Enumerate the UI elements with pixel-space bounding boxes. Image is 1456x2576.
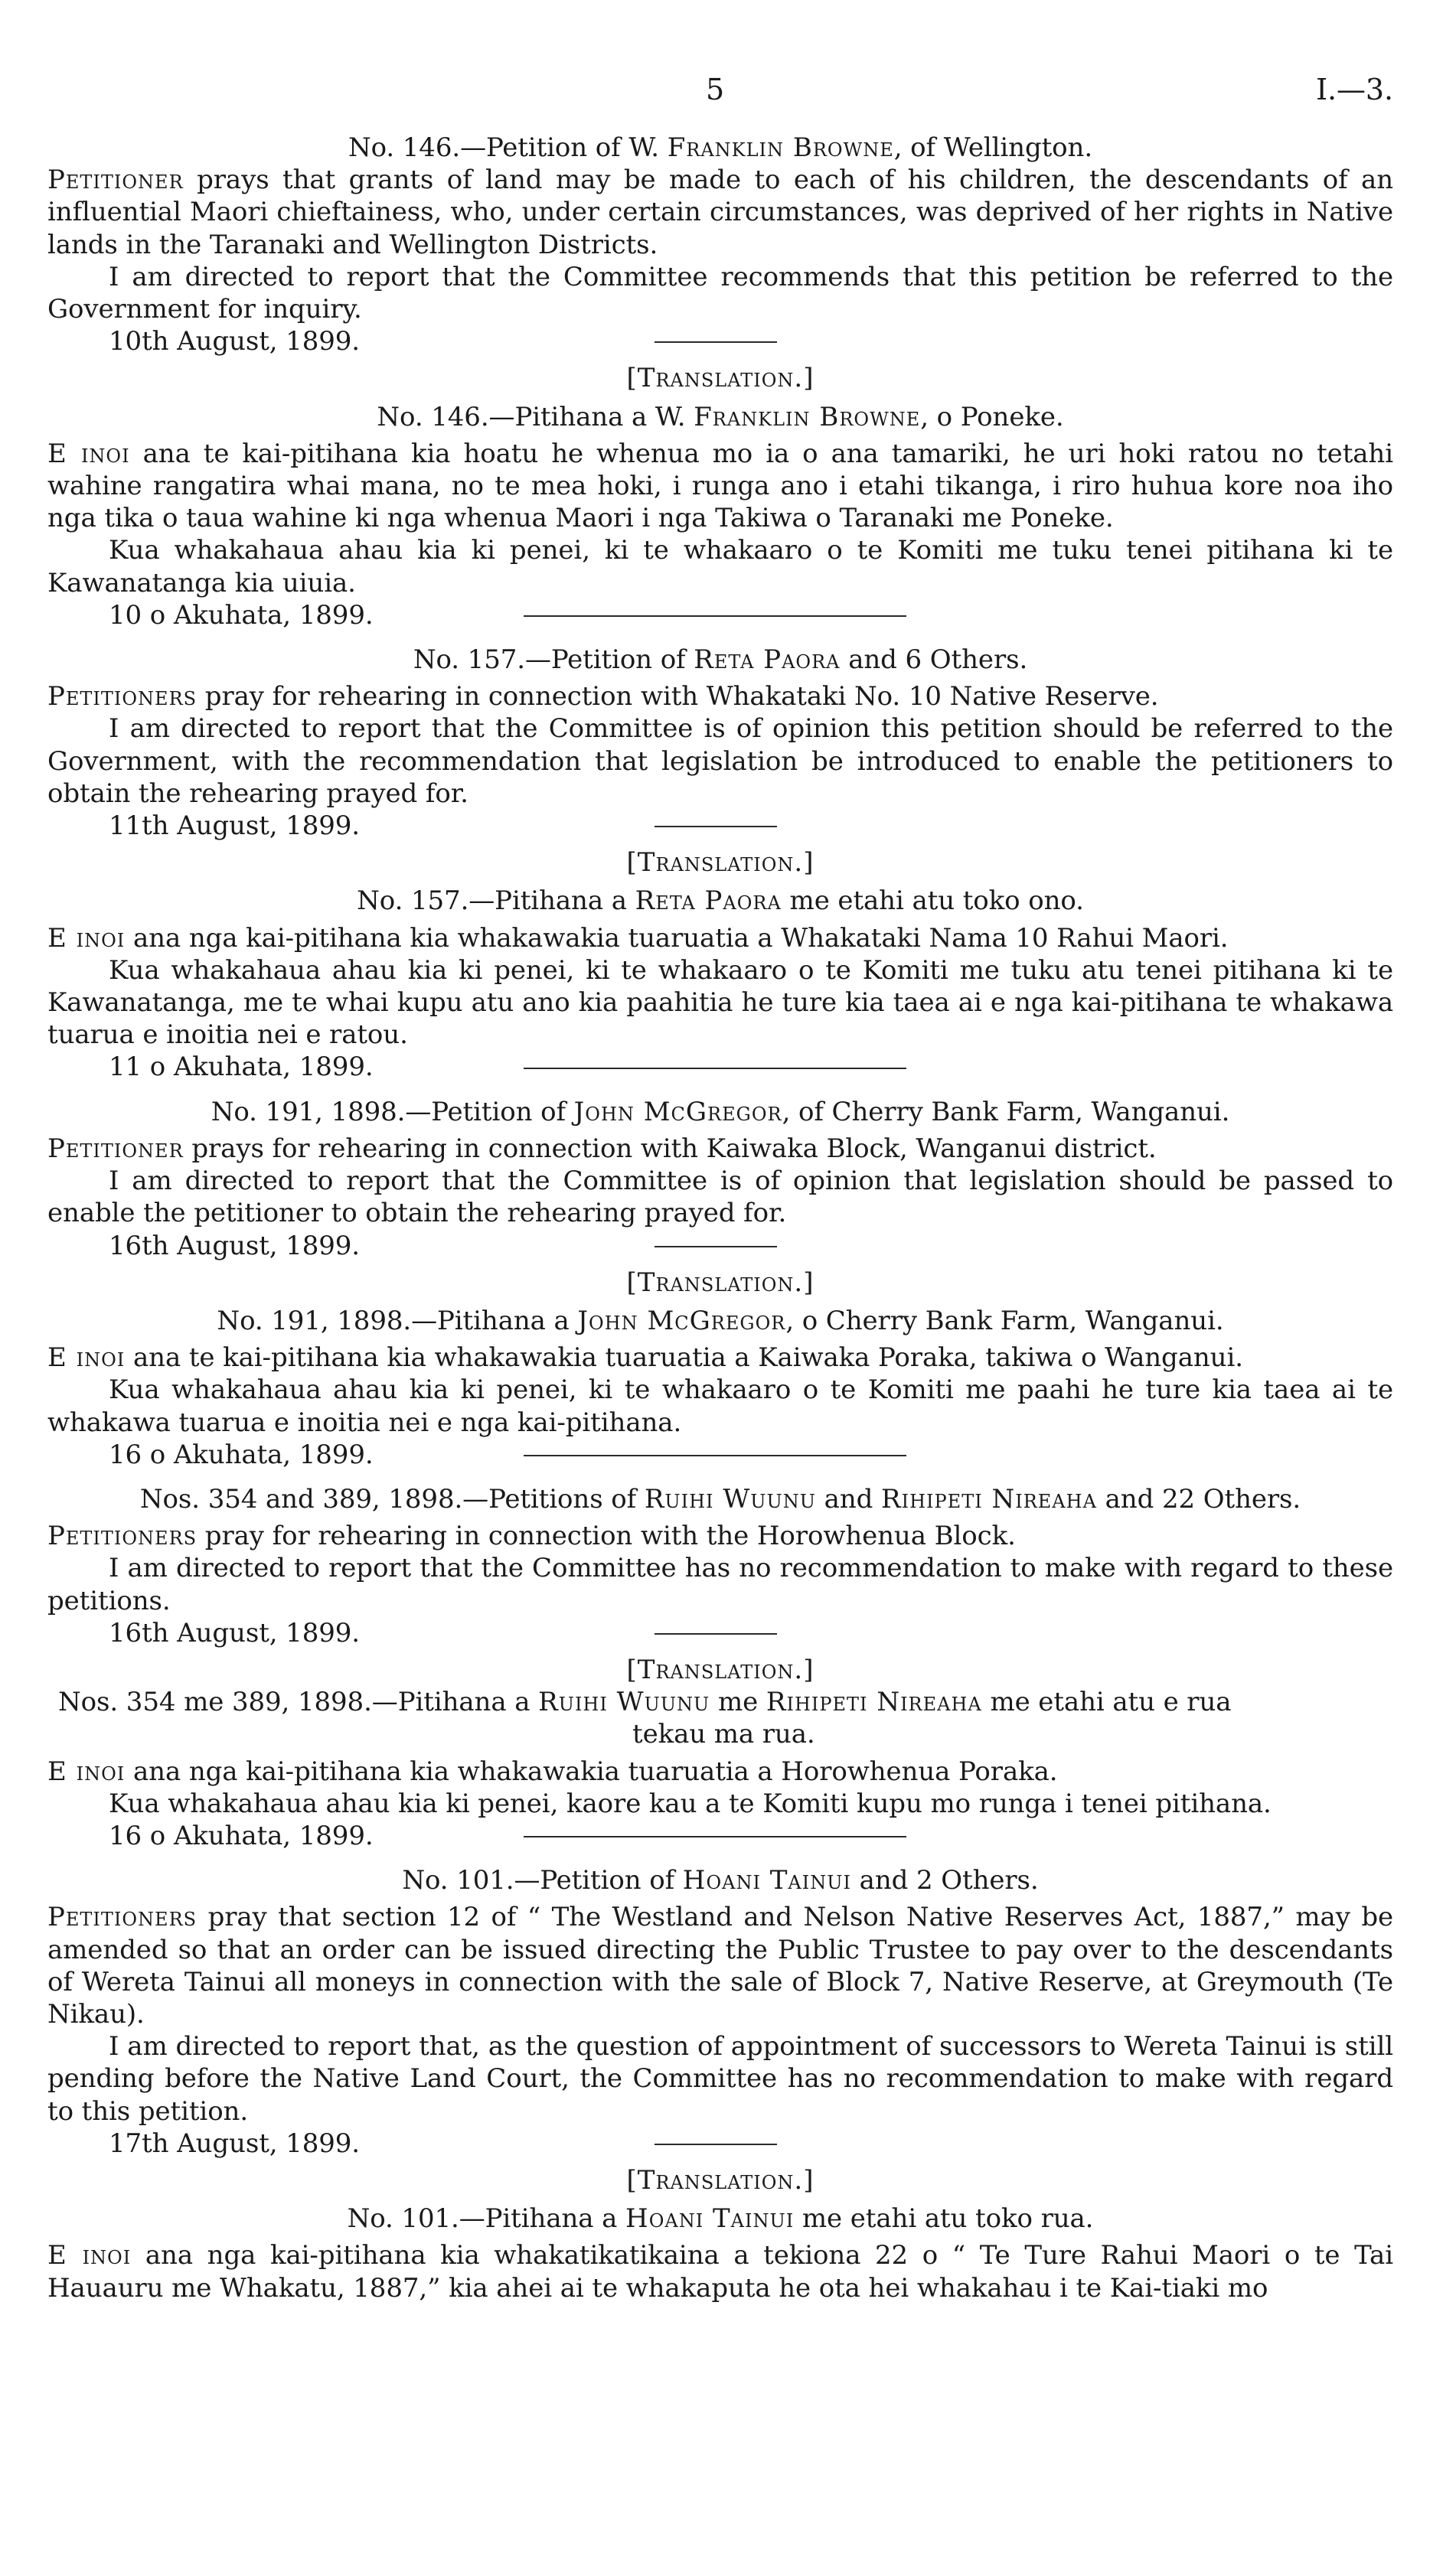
- translation-label: [Translation.]: [626, 2164, 815, 2196]
- translation-body: E inoi ana nga kai-pitihana kia whakatikatikaina a tekiona 22 o “ Te Ture Rahui Maori o te Tai Hauauru me Whakatu, 1887,” kia ahei ai te whakaputa he ota hei whakahau i te Kai-tiaki mo: [47, 2240, 1393, 2304]
- petition-heading: No. 157.—Petition of Reta Paora and 6 Others.: [413, 644, 1028, 676]
- petition-heading: No. 191, 1898.—Petition of John McGregor, of Cherry Bank Farm, Wanganui.: [211, 1096, 1230, 1127]
- translation-report: Kua whakahaua ahau kia ki penei, kaore kau a te Komiti kupu mo runga i tenei pitihana.: [109, 1788, 1272, 1819]
- translation-date: 10 o Akuhata, 1899.: [109, 599, 374, 631]
- translation-heading: Nos. 354 me 389, 1898.—Pitihana a Ruihi Wuunu me Rihipeti Nireaha me etahi atu e rua tekau ma rua.: [58, 1687, 1232, 1750]
- translation-report: Kua whakahaua ahau kia ki penei, ki te whakaaro o te Komiti me paahi he ture kia taea ai te whakawa tuarua e inoitia nei e nga kai-pitihana.: [47, 1374, 1393, 1438]
- translation-heading: No. 101.—Pitihana a Hoani Tainui me etahi atu toko rua.: [347, 2203, 1094, 2235]
- translation-body: E inoi ana nga kai-pitihana kia whakawakia tuaruatia a Whakataki Nama 10 Rahui Maori.: [47, 922, 1229, 954]
- petition-101: [47, 1863, 1393, 2304]
- committee-report: I am directed to report that the Committee is of opinion this petition should be referred to the Government, with the recommendation that legislation be introduced to enable the petitioners to obtain the rehearing prayed for.: [47, 713, 1393, 809]
- report-date: 11th August, 1899.: [47, 810, 1393, 842]
- section-divider: [524, 1455, 906, 1456]
- translation-heading: No. 146.—Pitihana a W. Franklin Browne, o Poneke.: [377, 401, 1064, 432]
- running-head: [47, 73, 1393, 130]
- translation-label: [Translation.]: [626, 1654, 815, 1685]
- committee-report: I am directed to report that the Committee has no recommendation to make with regard to these petitions.: [47, 1553, 1393, 1616]
- report-date: 16th August, 1899.: [47, 1230, 1393, 1262]
- page-number: 5: [706, 73, 725, 106]
- short-rule: [655, 1633, 777, 1635]
- translation-body: E inoi ana nga kai-pitihana kia whakawakia tuaruatia a Horowhenua Poraka.: [47, 1756, 1058, 1787]
- committee-report: I am directed to report that the Committee recommends that this petition be referred to the Government for inquiry.: [47, 261, 1393, 325]
- petition-body: Petitioners pray for rehearing in connection with the Horowhenua Block.: [47, 1521, 1016, 1552]
- petition-354-389: [47, 1482, 1393, 1854]
- series-number: I.—3.: [1316, 73, 1393, 106]
- short-rule: [655, 1246, 777, 1247]
- translation-body: E inoi ana te kai-pitihana kia whakawakia tuaruatia a Kaiwaka Poraka, takiwa o Wanganui.: [47, 1342, 1243, 1374]
- translation-label: [Translation.]: [626, 363, 815, 394]
- section-divider: [524, 1836, 906, 1837]
- petition-heading: No. 101.—Petition of Hoani Tainui and 2 Others.: [402, 1865, 1039, 1896]
- translation-body: E inoi ana te kai-pitihana kia hoatu he whenua mo ia o ana tamariki, he uri hoki ratou no tetahi wahine rangatira whai mana, no te mea hoki, i runga ano i etahi tikanga, i riro huhua kore noa iho nga tika o taua wahine ki nga whenua Maori i nga Takiwa o Taranaki me Poneke.: [47, 438, 1393, 534]
- short-rule: [655, 341, 777, 343]
- translation-label: [Translation.]: [626, 1267, 815, 1298]
- petition-191: [47, 1094, 1393, 1472]
- document-page: [47, 73, 1393, 2304]
- translation-date: 11 o Akuhata, 1899.: [109, 1052, 374, 1083]
- translation-heading: No. 191, 1898.—Pitihana a John McGregor, o Cherry Bank Farm, Wanganui.: [217, 1305, 1224, 1336]
- petition-body: Petitioners pray for rehearing in connection with Whakataki No. 10 Native Reserve.: [47, 681, 1159, 712]
- report-date: 10th August, 1899.: [47, 325, 1393, 357]
- committee-report: I am directed to report that, as the question of appointment of successors to Wereta Tainui is still pending before the Native Land Court, the Committee has no recommendation to make with regard to this petition.: [47, 2031, 1393, 2127]
- petition-body: Petitioners pray that section 12 of “ The Westland and Nelson Native Reserves Act, 1887,” may be amended so that an order can be issued directing the Public Trustee to pay over to the descendants of Wereta Tainui all moneys in connection with the sale of Block 7, Native Reserve, at Greymouth (Te Nikau).: [47, 1902, 1393, 2030]
- translation-heading: No. 157.—Pitihana a Reta Paora me etahi atu toko ono.: [357, 885, 1084, 917]
- report-date: 16th August, 1899.: [47, 1617, 1393, 1649]
- petition-heading: Nos. 354 and 389, 1898.—Petitions of Ruihi Wuunu and Rihipeti Nireaha and 22 Others.: [139, 1483, 1301, 1515]
- report-date: 17th August, 1899.: [47, 2128, 1393, 2160]
- petition-heading: No. 146.—Petition of W. Franklin Browne, of Wellington.: [348, 132, 1093, 163]
- short-rule: [655, 826, 777, 827]
- petition-146: [47, 130, 1393, 633]
- petition-body: Petitioner prays that grants of land may be made to each of his children, the descendants of an influential Maori chieftainess, who, under certain circumstances, was deprived of her rights in Native lands in the Taranaki and Wellington Districts.: [47, 165, 1393, 260]
- section-divider: [524, 615, 906, 617]
- translation-date: 16 o Akuhata, 1899.: [109, 1439, 374, 1470]
- short-rule: [655, 2144, 777, 2145]
- committee-report: I am directed to report that the Committee is of opinion that legislation should be passed to enable the petitioner to obtain the rehearing prayed for.: [47, 1166, 1393, 1229]
- translation-report: Kua whakahaua ahau kia ki penei, ki te whakaaro o te Komiti me tuku atu tenei pitihana ki te Kawanatanga, me te whai kupu atu ano kia paahitia he ture kia taea ai e nga kai-pitihana te whakawa tuarua e inoitia nei e ratou.: [47, 954, 1393, 1051]
- translation-report: Kua whakahaua ahau kia ki penei, ki te whakaaro o te Komiti me tuku tenei pitihana ki te Kawanatanga kia uiuia.: [47, 535, 1393, 598]
- translation-label: [Translation.]: [626, 847, 815, 879]
- section-divider: [524, 1068, 906, 1069]
- translation-date: 16 o Akuhata, 1899.: [109, 1820, 374, 1851]
- petition-157: [47, 642, 1393, 1085]
- petition-body: Petitioner prays for rehearing in connection with Kaiwaka Block, Wanganui district.: [47, 1133, 1157, 1164]
